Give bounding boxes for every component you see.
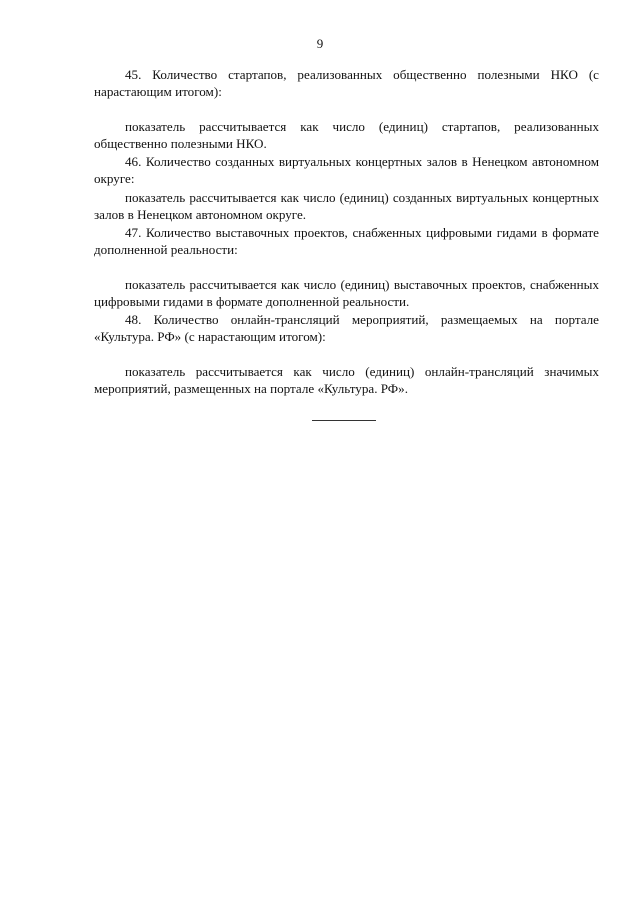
document-body bbox=[94, 66, 599, 397]
item-47-text: показатель рассчитывается как число (единиц) выставочных проектов, снабженных цифровыми гидами в формате дополненной реальности. bbox=[94, 277, 599, 309]
item-48-text: показатель рассчитывается как число (единиц) онлайн-трансляций значимых мероприятий, размещенных на портале «Культура. РФ». bbox=[94, 364, 599, 396]
item-45-heading: 45. Количество стартапов, реализованных общественно полезными НКО (с нарастающим итогом): bbox=[94, 67, 599, 99]
item-47-heading: 47. Количество выставочных проектов, снабженных цифровыми гидами в формате дополненной реальности: bbox=[94, 225, 599, 257]
item-46-heading: 46. Количество созданных виртуальных концертных залов в Ненецком автономном округе: bbox=[94, 154, 599, 186]
item-46-text: показатель рассчитывается как число (единиц) созданных виртуальных концертных залов в Ненецком автономном округе. bbox=[94, 190, 599, 222]
item-45-text: показатель рассчитывается как число (единиц) стартапов, реализованных общественно полезными НКО. bbox=[94, 119, 599, 151]
page-number: 9 bbox=[316, 36, 324, 51]
item-48-heading: 48. Количество онлайн-трансляций мероприятий, размещаемых на портале «Культура. РФ» (с нарастающим итогом): bbox=[94, 312, 599, 344]
end-of-document-rule bbox=[312, 420, 376, 421]
